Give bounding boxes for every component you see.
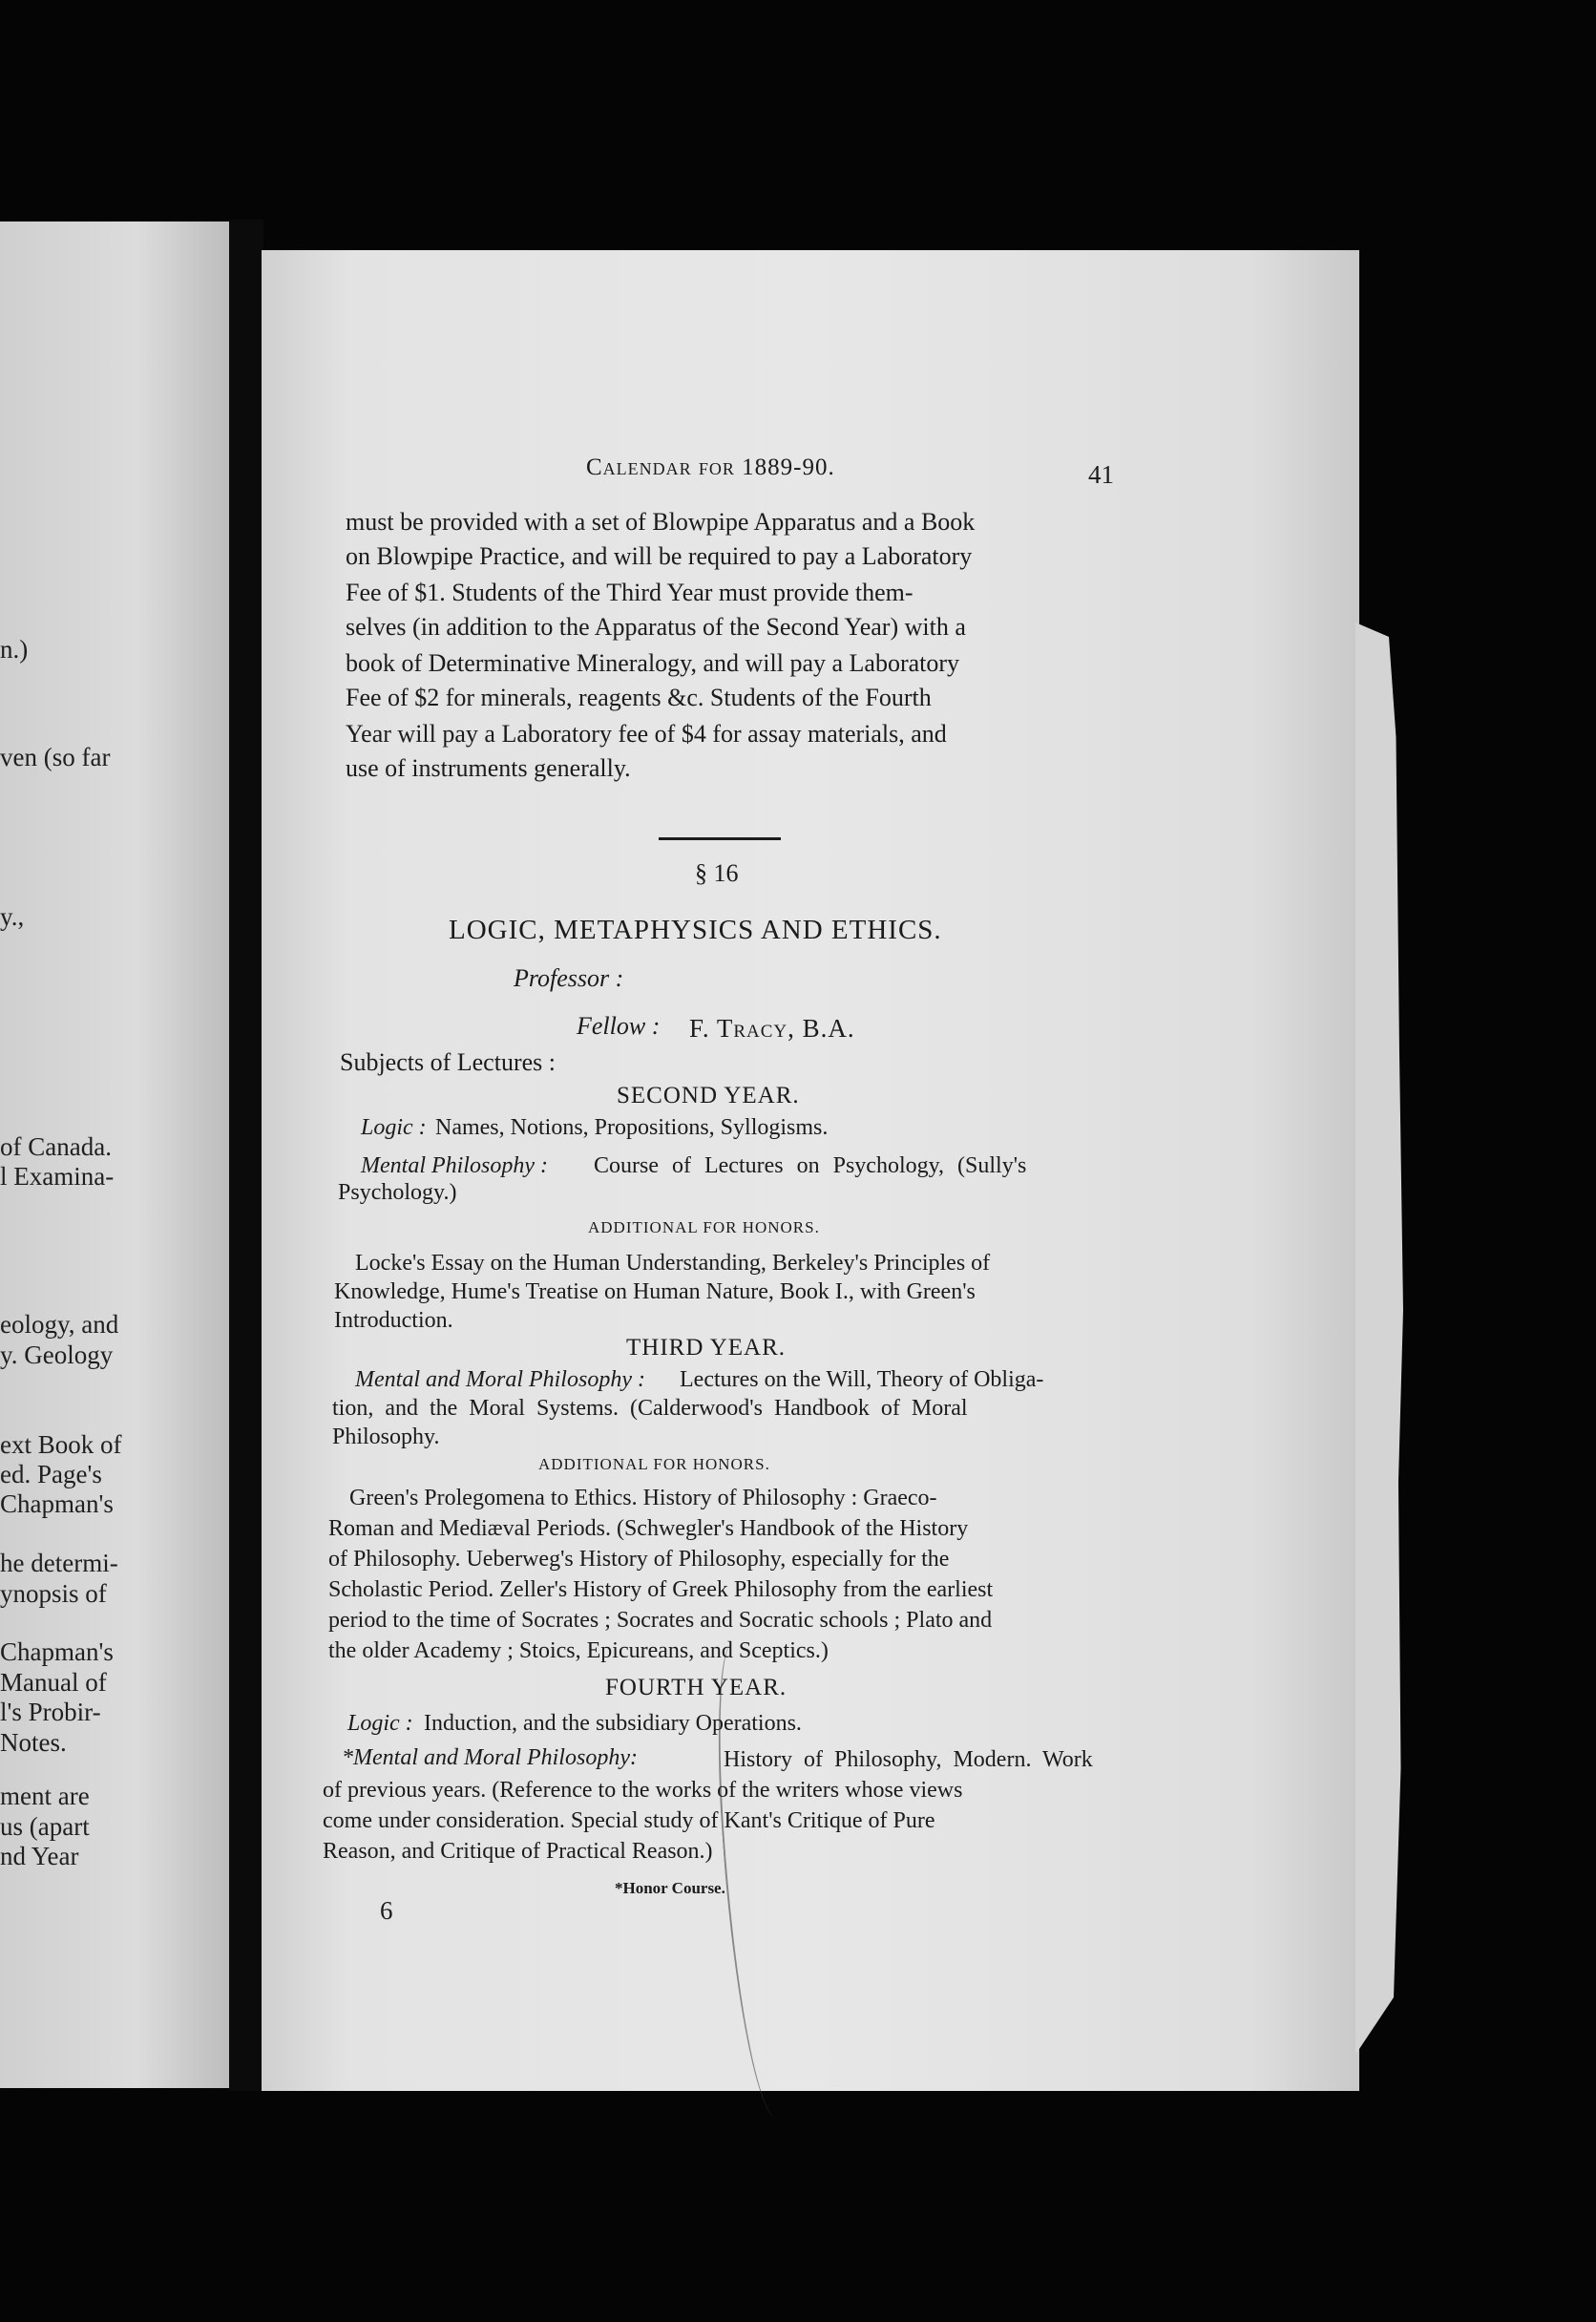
- honors-line: Scholastic Period. Zeller's History of Greek Philosophy from the earliest: [328, 1577, 994, 1602]
- left-page-line: Manual of: [0, 1668, 107, 1697]
- running-title: Calendar for 1889-90.: [586, 454, 835, 480]
- left-page-line: n.): [0, 635, 29, 664]
- honors-line: Green's Prolegomena to Ethics. History of Philosophy : Graeco-: [349, 1486, 937, 1510]
- paragraph-line: must be provided with a set of Blowpipe Apparatus and a Book: [346, 508, 976, 536]
- page-number: 41: [1088, 460, 1114, 489]
- mental-philosophy-label: Mental Philosophy :: [361, 1153, 548, 1178]
- moral-philosophy-label: *Mental and Moral Philosophy:: [342, 1745, 638, 1770]
- left-page-line: Notes.: [0, 1728, 67, 1757]
- professor-label: Professor :: [514, 964, 624, 992]
- page-edge: [1355, 623, 1403, 2055]
- left-page-line: ment are: [0, 1782, 90, 1810]
- paragraph-line: Fee of $2 for minerals, reagents &c. Students of the Fourth: [346, 684, 932, 711]
- paragraph-line: on Blowpipe Practice, and will be required to pay a Laboratory: [346, 542, 973, 570]
- fellow-label: Fellow :: [577, 1012, 661, 1040]
- left-page-line: Chapman's: [0, 1489, 114, 1518]
- moral-philosophy-label: Mental and Moral Philosophy :: [355, 1367, 645, 1392]
- left-page-line: ven (so far: [0, 743, 111, 771]
- moral-philosophy-line: come under consideration. Special study of Kant's Critique of Pure: [323, 1808, 935, 1833]
- left-facing-page: [0, 222, 229, 2088]
- moral-philosophy-text: History of Philosophy, Modern. Work: [724, 1747, 1093, 1772]
- logic-text: Names, Notions, Propositions, Syllogisms.: [435, 1115, 829, 1140]
- moral-philosophy-line: tion, and the Moral Systems. (Calderwood's Handbook of Moral: [332, 1396, 968, 1421]
- paragraph-line: book of Determinative Mineralogy, and will pay a Laboratory: [346, 649, 960, 677]
- moral-philosophy-line: of previous years. (Reference to the works of the writers whose views: [323, 1778, 963, 1803]
- subjects-label: Subjects of Lectures :: [340, 1048, 556, 1076]
- logic-label: Logic :: [347, 1711, 413, 1736]
- moral-philosophy-line: Philosophy.: [332, 1425, 440, 1449]
- left-page-line: l Examina-: [0, 1162, 115, 1191]
- section-title: LOGIC, METAPHYSICS AND ETHICS.: [449, 915, 942, 945]
- signature-mark: 6: [380, 1896, 393, 1925]
- honors-line: Roman and Mediæval Periods. (Schwegler's Handbook of the History: [328, 1516, 969, 1541]
- left-page-line: y. Geology: [0, 1340, 114, 1369]
- left-page-line: of Canada.: [0, 1132, 112, 1161]
- third-year-heading: THIRD YEAR.: [626, 1335, 787, 1361]
- fourth-year-heading: FOURTH YEAR.: [605, 1675, 788, 1700]
- honors-line: Introduction.: [334, 1308, 453, 1333]
- book-gutter: [229, 220, 263, 2091]
- paragraph-line: use of instruments generally.: [346, 754, 631, 782]
- left-page-line: us (apart: [0, 1812, 90, 1841]
- left-page-line: ext Book of: [0, 1430, 122, 1459]
- left-page-line: eology, and: [0, 1310, 119, 1339]
- left-page-line: nd Year: [0, 1842, 79, 1870]
- footnote: *Honor Course.: [615, 1879, 725, 1897]
- left-page-line: he determi-: [0, 1549, 118, 1577]
- moral-philosophy-text: Lectures on the Will, Theory of Obliga-: [680, 1367, 1044, 1392]
- mental-philosophy-text: Course of Lectures on Psychology, (Sully's: [594, 1153, 1027, 1178]
- mental-philosophy-text: Psychology.): [338, 1180, 457, 1205]
- section-number: § 16: [695, 859, 739, 887]
- left-page-line: Chapman's: [0, 1637, 114, 1666]
- section-rule: [659, 837, 781, 840]
- left-page-line: y.,: [0, 902, 25, 931]
- honors-heading: ADDITIONAL FOR HONORS.: [588, 1218, 820, 1236]
- left-page-line: ed. Page's: [0, 1460, 102, 1488]
- logic-label: Logic :: [361, 1115, 427, 1140]
- honors-line: Knowledge, Hume's Treatise on Human Nature, Book I., with Green's: [334, 1279, 976, 1304]
- left-page-line: l's Probir-: [0, 1698, 101, 1726]
- paragraph-line: Fee of $1. Students of the Third Year must provide them-: [346, 579, 914, 606]
- honors-line: Locke's Essay on the Human Understanding, Berkeley's Principles of: [355, 1251, 991, 1276]
- second-year-heading: SECOND YEAR.: [617, 1083, 800, 1108]
- honors-line: period to the time of Socrates ; Socrates and Socratic schools ; Plato and: [328, 1608, 993, 1633]
- left-page-line: ynopsis of: [0, 1579, 107, 1608]
- fellow-name: F. Tracy, B.A.: [689, 1014, 855, 1043]
- honors-line: of Philosophy. Ueberweg's History of Philosophy, especially for the: [328, 1547, 950, 1572]
- honors-heading: ADDITIONAL FOR HONORS.: [538, 1455, 770, 1473]
- logic-text: Induction, and the subsidiary Operations.: [424, 1711, 802, 1736]
- paragraph-line: selves (in addition to the Apparatus of the Second Year) with a: [346, 613, 966, 641]
- paragraph-line: Year will pay a Laboratory fee of $4 for assay materials, and: [346, 720, 947, 748]
- moral-philosophy-line: Reason, and Critique of Practical Reason.): [323, 1839, 713, 1864]
- honors-line: the older Academy ; Stoics, Epicureans, and Sceptics.): [328, 1638, 829, 1663]
